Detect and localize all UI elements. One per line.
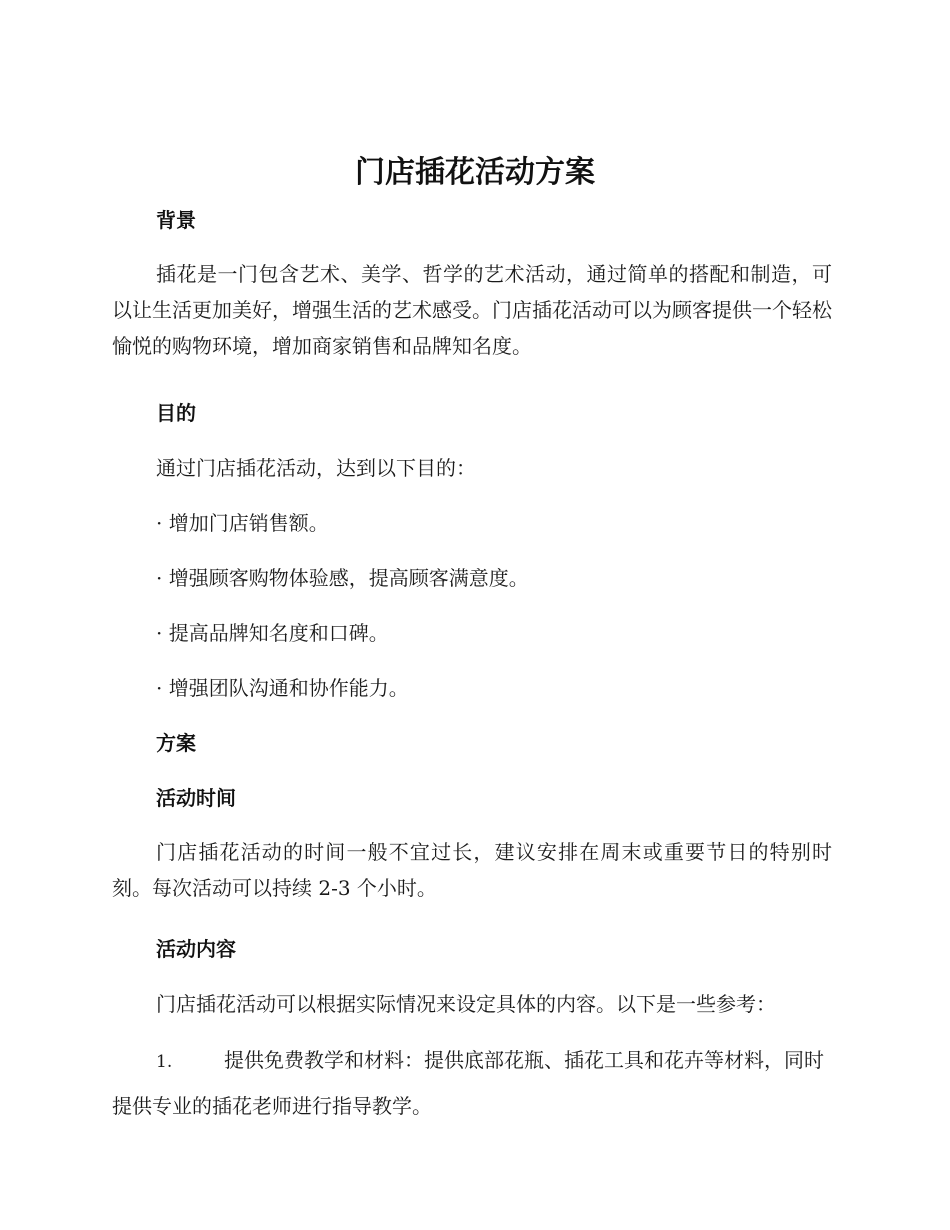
activity-content-intro: 门店插花活动可以根据实际情况来设定具体的内容。以下是一些参考： (156, 992, 776, 1016)
heading-background: 背景 (156, 208, 196, 232)
purpose-list-item: · 提高品牌知名度和口碑。 (156, 621, 389, 645)
heading-activity-time: 活动时间 (156, 786, 236, 810)
list-item-text: 提供免费教学和材料：提供底部花瓶、插花工具和花卉等材料，同时提供专业的插花老师进行指导教学。 (112, 1048, 824, 1118)
purpose-list-item: · 增强团队沟通和协作能力。 (156, 676, 409, 700)
background-paragraph: 插花是一门包含艺术、美学、哲学的艺术活动，通过简单的搭配和制造，可以让生活更加美好，增强生活的艺术感受。门店插花活动可以为顾客提供一个轻松愉悦的购物环境，增加商家销售和品牌知名度。 (112, 262, 832, 358)
list-item-number: 1. (156, 1052, 173, 1072)
activity-time-paragraph: 门店插花活动的时间一般不宜过长，建议安排在周末或重要节日的特别时刻。每次活动可以持续 2-3 个小时。 (112, 840, 832, 900)
heading-activity-content: 活动内容 (156, 937, 236, 961)
activity-content-list-item (112, 1038, 832, 1128)
heading-purpose: 目的 (156, 401, 196, 425)
purpose-intro: 通过门店插花活动，达到以下目的： (156, 456, 476, 480)
document-title: 门店插花活动方案 (355, 155, 595, 190)
heading-plan: 方案 (156, 731, 196, 755)
purpose-list-item: · 增加门店销售额。 (156, 511, 329, 535)
purpose-list-item: · 增强顾客购物体验感，提高顾客满意度。 (156, 566, 529, 590)
